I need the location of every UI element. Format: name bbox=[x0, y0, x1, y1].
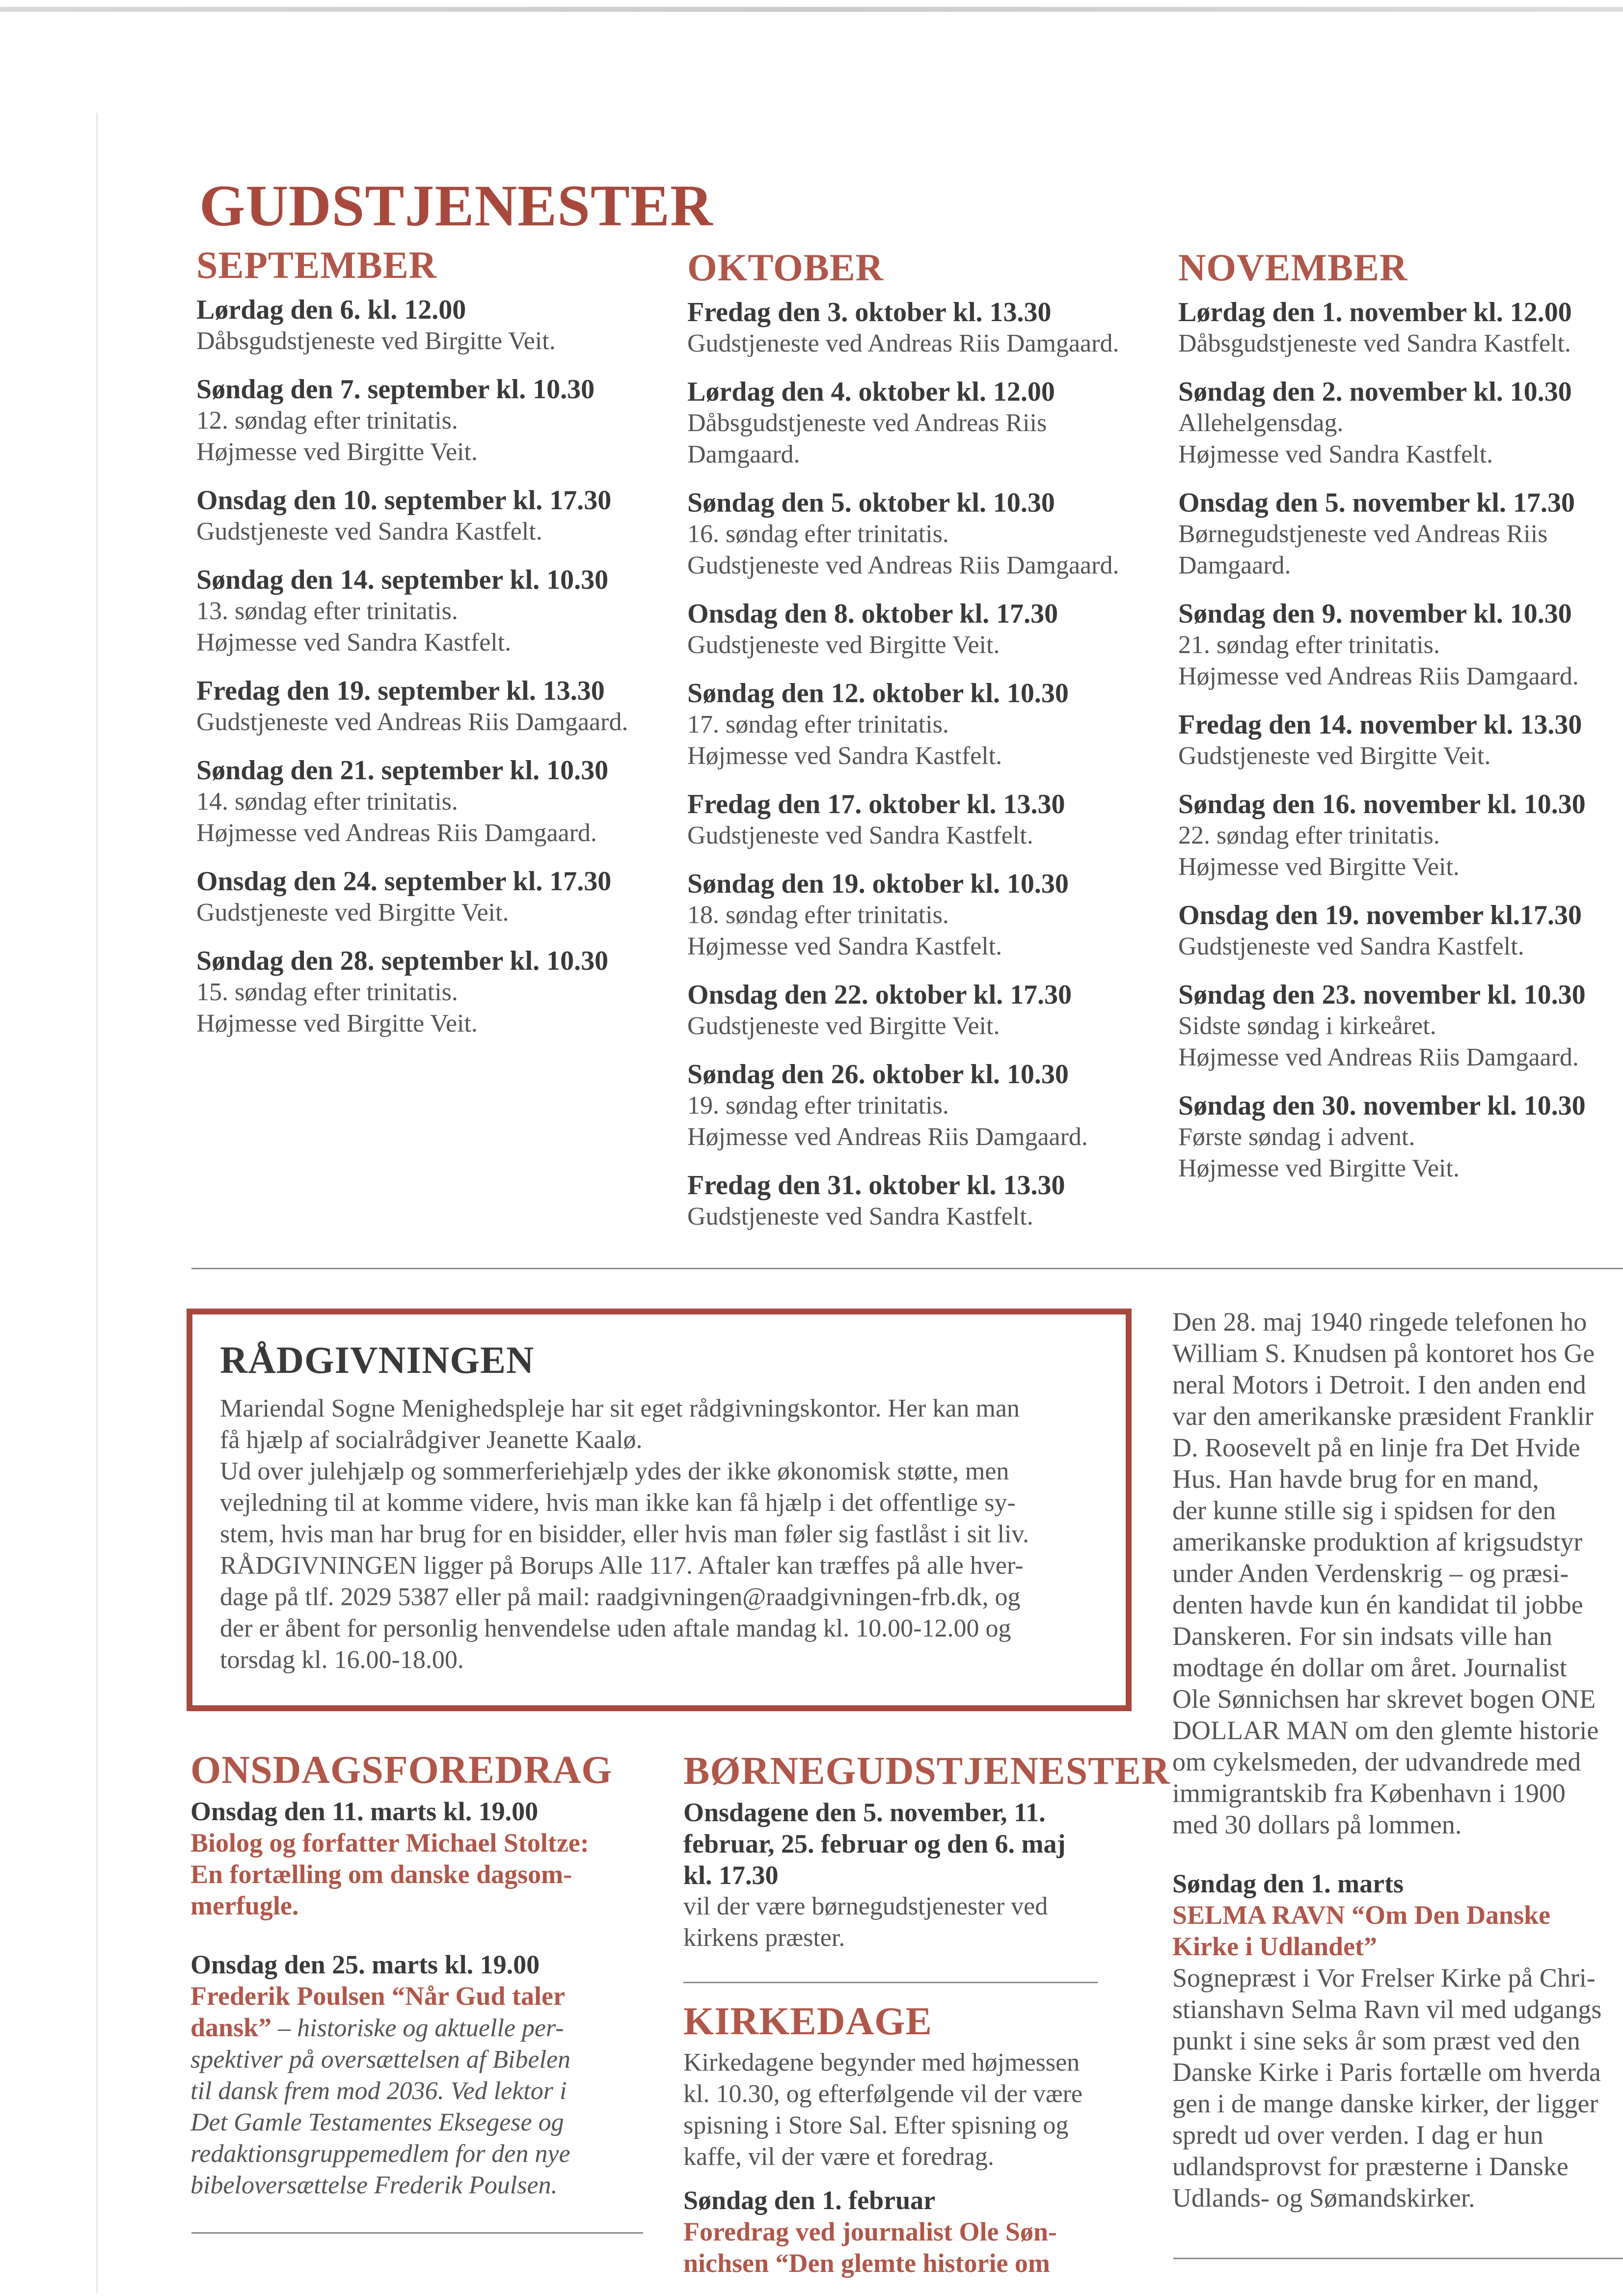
service-entry bbox=[687, 297, 1159, 359]
page-title: GUDSTJENESTER bbox=[199, 173, 713, 238]
service-entry bbox=[1178, 598, 1623, 692]
service-detail: 12. søndag efter trinitatis. bbox=[196, 407, 458, 435]
service-detail: Gudstjeneste ved Sandra Kastfelt. bbox=[687, 821, 1033, 849]
service-date: Lørdag den 1. november kl. 12.00 bbox=[1178, 297, 1572, 328]
service-date: Onsdag den 5. november kl. 17.30 bbox=[1178, 488, 1575, 518]
service-entry bbox=[1178, 979, 1623, 1073]
service-date: Søndag den 19. oktober kl. 10.30 bbox=[687, 869, 1069, 899]
text-line: Udlands- og Sømandskirker. bbox=[1172, 2183, 1475, 2213]
service-detail: Sidste søndag i kirkeåret. bbox=[1178, 1012, 1436, 1040]
text-line: Mariendal Sogne Menighedspleje har sit eget rådgivningskontor. Her kan man bbox=[220, 1394, 1020, 1422]
service-detail: Højmesse ved Sandra Kastfelt. bbox=[687, 742, 1002, 770]
service-detail: Gudstjeneste ved Andreas Riis Damgaard. bbox=[196, 708, 628, 736]
service-entry bbox=[196, 485, 668, 547]
raadgivningen-box bbox=[187, 1309, 1132, 1711]
event-title-line bbox=[190, 2012, 662, 2044]
service-entry bbox=[196, 374, 668, 468]
service-detail: 17. søndag efter trinitatis. bbox=[687, 711, 949, 738]
text-line: neral Motors i Detroit. I den anden end bbox=[1172, 1370, 1586, 1399]
text-line: der kunne stille sig i spidsen for den bbox=[1172, 1496, 1556, 1525]
service-detail: Højmesse ved Birgitte Veit. bbox=[196, 438, 478, 466]
service-detail: Første søndag i advent. bbox=[1178, 1123, 1415, 1151]
service-date: Søndag den 23. november kl. 10.30 bbox=[1178, 980, 1586, 1010]
text-line: Ole Sønnichsen har skrevet bogen ONE bbox=[1172, 1684, 1596, 1714]
service-date: Onsdag den 24. september kl. 17.30 bbox=[196, 866, 612, 897]
service-date: Søndag den 30. november kl. 10.30 bbox=[1178, 1091, 1586, 1121]
service-detail: Højmesse ved Sandra Kastfelt. bbox=[196, 629, 512, 656]
service-detail: Dåbsgudstjeneste ved Andreas Riis bbox=[687, 409, 1047, 437]
text-line: Onsdagene den 5. november, 11. bbox=[683, 1798, 1046, 1827]
service-entry bbox=[196, 675, 668, 738]
service-detail: Børnegudstjeneste ved Andreas Riis bbox=[1178, 520, 1548, 548]
text-line: om cykelsmeden, der udvandrede med bbox=[1172, 1747, 1581, 1777]
spacer bbox=[683, 2173, 1155, 2185]
event-description bbox=[190, 2044, 662, 2201]
kirkedage-section bbox=[683, 1999, 1155, 2279]
text-line: vejledning til at komme videre, hvis man ikke kan få hjælp i det offentlige sy- bbox=[220, 1489, 1016, 1517]
month-heading: SEPTEMBER bbox=[196, 244, 437, 286]
service-detail: 22. søndag efter trinitatis. bbox=[1178, 821, 1440, 849]
month-heading: OKTOBER bbox=[687, 246, 884, 289]
text-line: DOLLAR MAN om den glemte historie bbox=[1172, 1716, 1599, 1745]
service-entry bbox=[1178, 1090, 1623, 1184]
service-date: Onsdag den 22. oktober kl. 17.30 bbox=[687, 980, 1072, 1010]
service-date: Fredag den 17. oktober kl. 13.30 bbox=[687, 789, 1065, 820]
service-detail: Gudstjeneste ved Birgitte Veit. bbox=[1178, 742, 1491, 770]
spacer bbox=[190, 1921, 662, 1949]
service-detail: 14. søndag efter trinitatis. bbox=[196, 788, 458, 816]
service-detail: 21. søndag efter trinitatis. bbox=[1178, 631, 1440, 659]
raadgivningen-text bbox=[220, 1393, 1098, 1676]
event-description-start: – historiske og aktuelle per- bbox=[271, 2014, 564, 2042]
service-detail: 15. søndag efter trinitatis. bbox=[196, 978, 458, 1006]
page-edge bbox=[96, 113, 98, 2293]
event-title bbox=[683, 2216, 1155, 2279]
text-line: udlandsprovst for præsterne i Danske bbox=[1172, 2152, 1569, 2181]
text-line: spektiver på oversættelsen af Bibelen bbox=[190, 2046, 571, 2074]
event-date: Onsdag den 25. marts kl. 19.00 bbox=[190, 1950, 540, 1979]
event-date: Onsdag den 11. marts kl. 19.00 bbox=[190, 1797, 539, 1826]
service-entry bbox=[687, 868, 1159, 962]
month-column-september bbox=[196, 243, 668, 1056]
text-line: Biolog og forfatter Michael Stoltze: bbox=[190, 1828, 589, 1858]
service-entry bbox=[196, 564, 668, 658]
service-entry bbox=[687, 1059, 1159, 1153]
service-date: Søndag den 16. november kl. 10.30 bbox=[1178, 789, 1586, 820]
service-detail: Gudstjeneste ved Birgitte Veit. bbox=[687, 1012, 1000, 1040]
service-date: Fredag den 19. september kl. 13.30 bbox=[196, 676, 605, 706]
service-detail: Gudstjeneste ved Birgitte Veit. bbox=[196, 899, 509, 927]
text-line: SELMA RAVN “Om Den Danske bbox=[1172, 1900, 1551, 1930]
service-entry bbox=[1178, 709, 1623, 772]
text-line: til dansk frem mod 2036. Ved lektor i bbox=[190, 2077, 567, 2105]
service-date: Onsdag den 10. september kl. 17.30 bbox=[196, 485, 612, 516]
text-line: Kirke i Udlandet” bbox=[1172, 1932, 1378, 1961]
text-line: under Anden Verdenskrig – og præsi- bbox=[1172, 1558, 1569, 1588]
boernegudstjenester-title: BØRNEGUDSTJENESTER bbox=[683, 1749, 1170, 1793]
service-detail: Højmesse ved Birgitte Veit. bbox=[1178, 1154, 1460, 1182]
service-entry bbox=[687, 598, 1159, 661]
text-line: gen i de mange danske kirker, der ligger bbox=[1172, 2089, 1598, 2118]
service-detail: Gudstjeneste ved Andreas Riis Damgaard. bbox=[687, 551, 1119, 579]
service-entry bbox=[687, 789, 1159, 851]
text-line: RÅDGIVNINGEN ligger på Borups Alle 117. Aftaler kan træffes på alle hver- bbox=[220, 1552, 1024, 1580]
text-line: Sognepræst i Vor Frelser Kirke på Chri- bbox=[1172, 1963, 1596, 1993]
event-date bbox=[683, 1797, 1155, 1891]
text-line: Foredrag ved journalist Ole Søn- bbox=[683, 2217, 1057, 2246]
text-line: En fortælling om danske dagsom- bbox=[190, 1859, 572, 1889]
service-date: Onsdag den 8. oktober kl. 17.30 bbox=[687, 599, 1058, 629]
service-detail: 19. søndag efter trinitatis. bbox=[687, 1092, 949, 1120]
text-line: med 30 dollars på lommen. bbox=[1172, 1810, 1462, 1839]
service-entry bbox=[1178, 789, 1623, 883]
text-line: kl. 10.30, og efterfølgende vil der være bbox=[683, 2080, 1082, 2108]
text-line: vil der være børnegudstjenester ved bbox=[683, 1892, 1048, 1920]
one-dollar-man-story bbox=[1172, 1306, 1623, 2214]
service-entry bbox=[1178, 487, 1623, 581]
text-line: dage på tlf. 2029 5387 eller på mail: raadgivningen@raadgivningen-frb.dk, og bbox=[220, 1583, 1021, 1611]
service-entry bbox=[687, 376, 1159, 470]
service-detail: Gudstjeneste ved Sandra Kastfelt. bbox=[1178, 932, 1524, 960]
text-line: Ud over julehjælp og sommerferiehjælp ydes der ikke økonomisk støtte, men bbox=[220, 1457, 1009, 1485]
entry-list bbox=[1178, 297, 1623, 1184]
service-detail: Højmesse ved Andreas Riis Damgaard. bbox=[196, 819, 597, 847]
service-date: Fredag den 3. oktober kl. 13.30 bbox=[687, 297, 1052, 328]
service-date: Søndag den 26. oktober kl. 10.30 bbox=[687, 1059, 1069, 1090]
raadgivningen-title: RÅDGIVNINGEN bbox=[220, 1339, 535, 1381]
service-detail: Højmesse ved Sandra Kastfelt. bbox=[687, 932, 1002, 960]
text-line: immigrantskib fra København i 1900 bbox=[1172, 1778, 1566, 1808]
service-entry bbox=[687, 678, 1159, 772]
service-detail: 18. søndag efter trinitatis. bbox=[687, 901, 949, 929]
service-date: Lørdag den 6. kl. 12.00 bbox=[196, 295, 466, 325]
service-entry bbox=[196, 294, 668, 357]
event-title-end: dansk” bbox=[190, 2013, 272, 2042]
service-date: Fredag den 14. november kl. 13.30 bbox=[1178, 710, 1582, 740]
text-line: kaffe, vil der være et foredrag. bbox=[683, 2143, 994, 2171]
text-line: spisning i Store Sal. Efter spisning og bbox=[683, 2111, 1069, 2139]
service-entry bbox=[1178, 376, 1623, 470]
service-detail: Højmesse ved Andreas Riis Damgaard. bbox=[687, 1123, 1088, 1151]
service-detail: Allehelgensdag. bbox=[1178, 409, 1344, 437]
service-detail: Dåbsgudstjeneste ved Birgitte Veit. bbox=[196, 327, 556, 355]
text-line: var den amerikanske præsident Franklir bbox=[1172, 1401, 1594, 1431]
text-line: februar, 25. februar og den 6. maj bbox=[683, 1829, 1066, 1859]
service-detail: Gudstjeneste ved Andreas Riis Damgaard. bbox=[687, 329, 1119, 357]
service-date: Søndag den 2. november kl. 10.30 bbox=[1178, 377, 1572, 407]
event-description bbox=[683, 1891, 1155, 1954]
service-entry bbox=[196, 866, 668, 929]
event-date: Søndag den 1. februar bbox=[683, 2186, 936, 2215]
service-entry bbox=[1178, 900, 1623, 962]
service-detail: Højmesse ved Birgitte Veit. bbox=[1178, 853, 1460, 881]
text-line: bibeloversættelse Frederik Poulsen. bbox=[190, 2171, 558, 2199]
text-line: spredt ud over verden. I dag er hun bbox=[1172, 2120, 1543, 2150]
service-detail: Gudstjeneste ved Sandra Kastfelt. bbox=[687, 1203, 1033, 1230]
text-line: Hus. Han havde brug for en mand, bbox=[1172, 1464, 1539, 1494]
scan-edge bbox=[0, 7, 1623, 12]
service-date: Søndag den 28. september kl. 10.30 bbox=[196, 946, 609, 976]
text-line: få hjælp af socialrådgiver Jeanette Kaalø. bbox=[220, 1426, 643, 1454]
text-line: stianshavn Selma Ravn vil med udgangs bbox=[1172, 1995, 1602, 2024]
text-line: stem, hvis man har brug for en bisidder, eller hvis man føler sig fastlåst i sit liv. bbox=[220, 1520, 1029, 1548]
service-detail: 16. søndag efter trinitatis. bbox=[687, 520, 949, 548]
text-line: William S. Knudsen på kontoret hos Ge bbox=[1172, 1339, 1595, 1368]
text-line: kl. 17.30 bbox=[683, 1860, 779, 1890]
service-detail: 13. søndag efter trinitatis. bbox=[196, 597, 458, 625]
text-line: D. Roosevelt på en linje fra Det Hvide bbox=[1172, 1433, 1580, 1462]
onsdagsforedrag-title: ONSDAGSFOREDRAG bbox=[190, 1749, 613, 1792]
text-line: modtage én dollar om året. Journalist bbox=[1172, 1653, 1567, 1682]
section-divider bbox=[191, 1268, 1623, 1269]
event-title: Frederik Poulsen “Når Gud taler bbox=[190, 1981, 565, 2011]
text-line: denten havde kun én kandidat til jobbe bbox=[1172, 1590, 1583, 1619]
service-date: Søndag den 9. november kl. 10.30 bbox=[1178, 599, 1572, 629]
month-heading: NOVEMBER bbox=[1178, 246, 1408, 289]
service-detail: Gudstjeneste ved Birgitte Veit. bbox=[687, 631, 1000, 659]
kirkedage-title: KIRKEDAGE bbox=[683, 2000, 932, 2043]
event-title bbox=[1172, 1899, 1623, 1962]
service-detail: Højmesse ved Sandra Kastfelt. bbox=[1178, 440, 1493, 468]
text-line: nichsen “Den glemte historie om bbox=[683, 2248, 1050, 2278]
service-entry bbox=[687, 1170, 1159, 1232]
story-divider bbox=[1173, 2258, 1623, 2259]
boernegudstjenester-section bbox=[683, 1749, 1170, 1954]
text-line: der er åbent for personlig henvendelse uden aftale mandag kl. 10.00-12.00 og bbox=[220, 1614, 1011, 1642]
service-date: Søndag den 21. september kl. 10.30 bbox=[196, 755, 609, 786]
text-line: Danskeren. For sin indsats ville han bbox=[1172, 1621, 1552, 1651]
section-divider bbox=[683, 1982, 1098, 1983]
service-entry bbox=[687, 979, 1159, 1042]
text-line: Den 28. maj 1940 ringede telefonen ho bbox=[1172, 1307, 1587, 1337]
service-entry bbox=[687, 487, 1159, 581]
text-line: Danske Kirke i Paris fortælle om hverda bbox=[1172, 2057, 1601, 2087]
service-date: Søndag den 14. september kl. 10.30 bbox=[196, 565, 609, 595]
text-line: kirkens præster. bbox=[683, 1924, 845, 1952]
service-date: Fredag den 31. oktober kl. 13.30 bbox=[687, 1170, 1065, 1201]
service-entry bbox=[196, 755, 668, 849]
service-entry bbox=[196, 945, 668, 1039]
month-column-november bbox=[1178, 246, 1623, 1201]
event-date: Søndag den 1. marts bbox=[1172, 1869, 1404, 1898]
text-line: merfugle. bbox=[190, 1891, 299, 1920]
service-date: Søndag den 5. oktober kl. 10.30 bbox=[687, 488, 1055, 518]
section-divider bbox=[191, 2232, 643, 2234]
onsdagsforedrag-section bbox=[190, 1748, 662, 2201]
service-detail: Dåbsgudstjeneste ved Sandra Kastfelt. bbox=[1178, 329, 1571, 357]
service-detail: Damgaard. bbox=[1178, 551, 1291, 579]
text-line: Det Gamle Testamentes Eksegese og bbox=[190, 2108, 564, 2136]
entry-list bbox=[196, 294, 668, 1039]
event-title bbox=[190, 1827, 662, 1921]
text-line: Kirkedagene begynder med højmessen bbox=[683, 2049, 1080, 2077]
story-text bbox=[1172, 1306, 1623, 1840]
event-description bbox=[1172, 1962, 1623, 2214]
text-line: punkt i sine seks år som præst ved den bbox=[1172, 2026, 1580, 2055]
text-line: amerikanske produktion af krigsudstyr bbox=[1172, 1527, 1583, 1557]
service-detail: Højmesse ved Andreas Riis Damgaard. bbox=[1178, 662, 1579, 690]
entry-list bbox=[687, 297, 1159, 1232]
service-detail: Højmesse ved Andreas Riis Damgaard. bbox=[1178, 1043, 1579, 1071]
service-detail: Gudstjeneste ved Sandra Kastfelt. bbox=[196, 518, 542, 546]
service-entry bbox=[1178, 297, 1623, 359]
text-line: redaktionsgruppemedlem for den nye bbox=[190, 2140, 570, 2168]
service-detail: Damgaard. bbox=[687, 440, 800, 468]
service-detail: Højmesse ved Birgitte Veit. bbox=[196, 1010, 478, 1038]
service-date: Lørdag den 4. oktober kl. 12.00 bbox=[687, 377, 1055, 407]
service-date: Onsdag den 19. november kl.17.30 bbox=[1178, 900, 1582, 930]
service-date: Søndag den 12. oktober kl. 10.30 bbox=[687, 678, 1069, 709]
kirkedage-text bbox=[683, 2047, 1155, 2173]
service-date: Søndag den 7. september kl. 10.30 bbox=[196, 374, 595, 405]
text-line: torsdag kl. 16.00-18.00. bbox=[220, 1646, 464, 1674]
month-column-oktober bbox=[687, 246, 1159, 1249]
